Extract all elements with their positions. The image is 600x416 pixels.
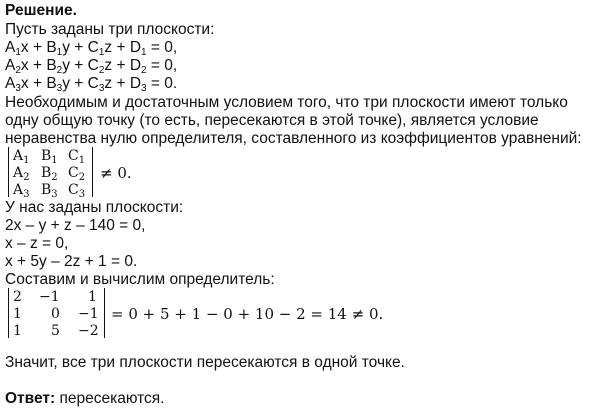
det-cell: $B_2$ [41,165,58,183]
given-intro: У нас заданы плоскости: [5,199,184,216]
numeric-determinant [8,288,384,339]
det-cell: 0 [51,306,60,322]
det-bar-right [104,288,105,338]
det-cell: $A_2$ [13,165,30,183]
intro-text: Пусть заданы три плоскости: [5,21,215,38]
det-bar-right [92,147,93,197]
det-cell: $A_3$ [13,182,30,200]
plane-equation-2: $A_2x + B_2y + C_2z + D_2 = 0$, [5,57,178,76]
plane-equation-1: $A_1x + B_1y + C_1z + D_1 = 0$, [5,39,178,58]
det-cell: $B_1$ [41,148,58,166]
conclusion-text: Значит, все три плоскости пересекаются в одной точке. [5,354,405,371]
det-bar-left [8,147,9,197]
given-plane-1: 2x – y + z – 140 = 0, [5,217,146,234]
answer-text: пересекаются. [55,390,165,407]
det-cell: 1 [13,306,22,322]
condition-line-2: одну общую точку (то есть, пересекаются в этой точке), является условие [5,112,539,129]
general-determinant [8,147,132,200]
det-cell: $C_3$ [68,182,86,200]
condition-line-3: неравенства нулю определителя, составленного из коэффициентов уравнений: [5,130,582,147]
det-cell: $C_2$ [68,165,86,183]
det-cell: −2 [78,323,99,339]
given-plane-3: x + 5y – 2z + 1 = 0. [5,253,138,270]
det-cell: 2 [13,289,22,305]
compute-intro: Составим и вычислим определитель: [5,271,275,288]
det-cell: −1 [39,289,60,305]
det-bar-left [8,288,9,338]
answer-line [5,390,164,407]
det-cell: $C_1$ [68,148,86,166]
solution-heading: Решение. [5,2,77,19]
det-cell: 1 [88,289,97,305]
answer-label: Ответ: [5,390,56,407]
given-plane-2: x – z = 0, [5,235,69,252]
det-cell: $A_1$ [13,148,30,166]
condition-line-1: Необходимым и достаточным условием того, что три плоскости имеют только [5,94,568,111]
det-tail: ≠ 0. [100,164,132,182]
det-cell: $B_3$ [41,182,58,200]
det-cell: 5 [51,323,60,339]
det-tail: = 0 + 5 + 1 − 0 + 10 − 2 = 14 ≠ 0. [111,305,384,323]
plane-equation-3: $A_3x + B_3y + C_3z + D_3 = 0$. [5,75,178,94]
det-cell: −1 [78,306,99,322]
det-cell: 1 [13,323,22,339]
